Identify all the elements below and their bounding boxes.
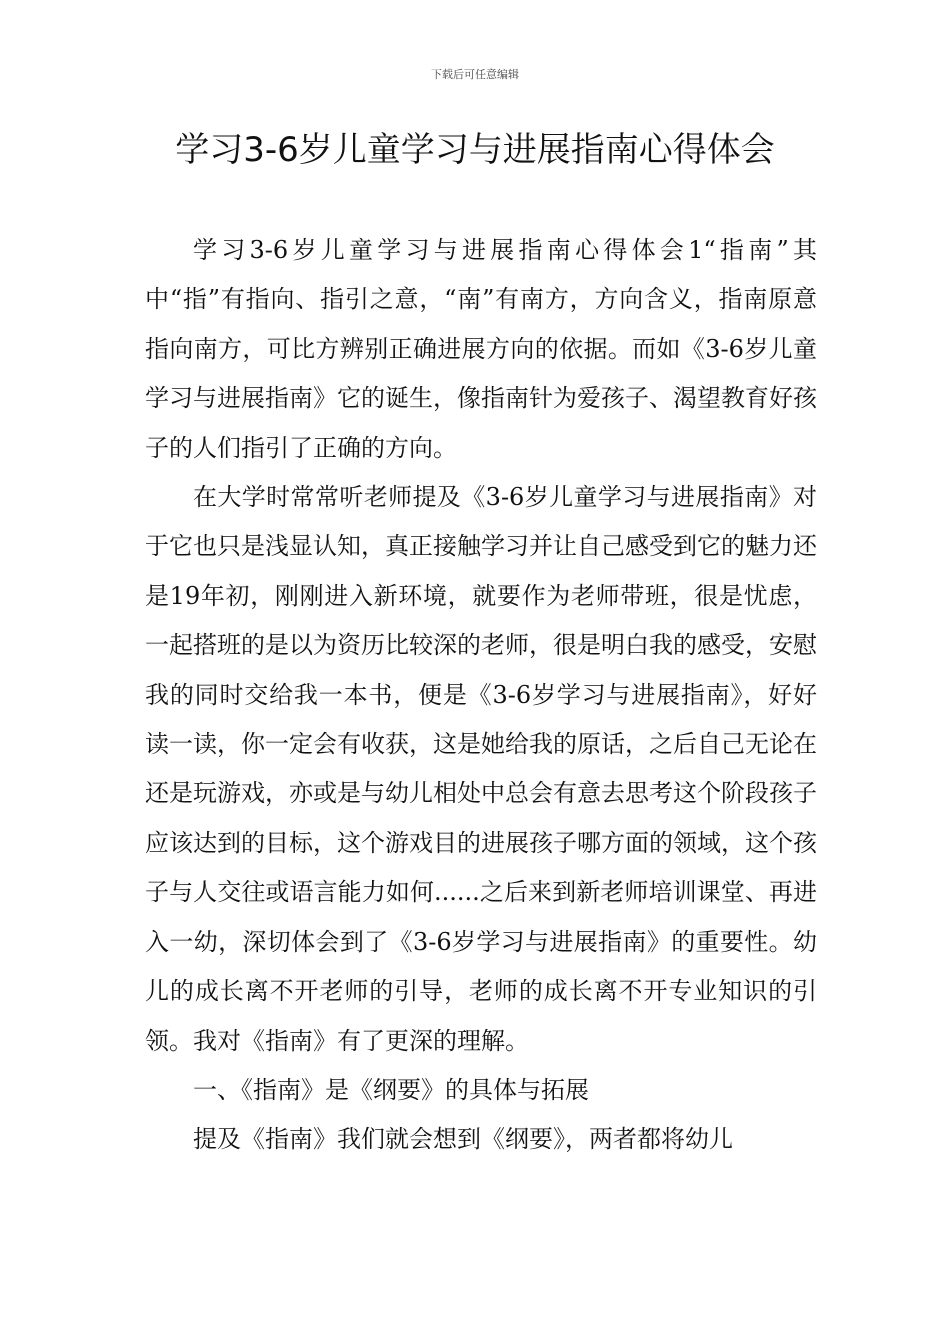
paragraph-section-start: 提及《指南》我们就会想到《纲要》，两者都将幼儿 <box>193 1125 733 1154</box>
document-title: 学习3-6岁儿童学习与进展指南心得体会 <box>175 130 775 170</box>
document-body <box>145 226 817 1165</box>
paragraph-intro: 学习3-6岁儿童学习与进展指南心得体会1“指南”其中“指”有指向、指引之意，“南”有南方，方向含义，指南原意指向南方，可比方辨别正确进展方向的依据。而如《3-6岁儿童学习与进展指南》它的诞生，像指南针为爱孩子、渴望教育好孩子的人们指引了正确的方向。 <box>145 236 817 462</box>
paragraph-experience: 在大学时常常听老师提及《3-6岁儿童学习与进展指南》对于它也只是浅显认知，真正接触学习并让自己感受到它的魅力还是19年初，刚刚进入新环境，就要作为老师带班，很是忧虑，一起搭班的是以为资历比较深的老师，很是明白我的感受，安慰我的同时交给我一本书，便是《3-6岁学习与进展指南》，好好读一读，你一定会有收获，这是她给我的原话，之后自己无论在还是玩游戏，亦或是与幼儿相处中总会有意去思考这个阶段孩子应该达到的目标，这个游戏目的进展孩子哪方面的领域，这个孩子与人交往或语言能力如何......之后来到新老师培训课堂、再进入一幼，深切体会到了《3-6岁学习与进展指南》的重要性。幼儿的成长离不开老师的引导，老师的成长离不开专业知识的引领。我对《指南》有了更深的理解。 <box>145 483 817 1055</box>
header-note: 下载后可任意编辑 <box>431 68 519 81</box>
section-heading: 一、《指南》是《纲要》的具体与拓展 <box>193 1075 589 1104</box>
